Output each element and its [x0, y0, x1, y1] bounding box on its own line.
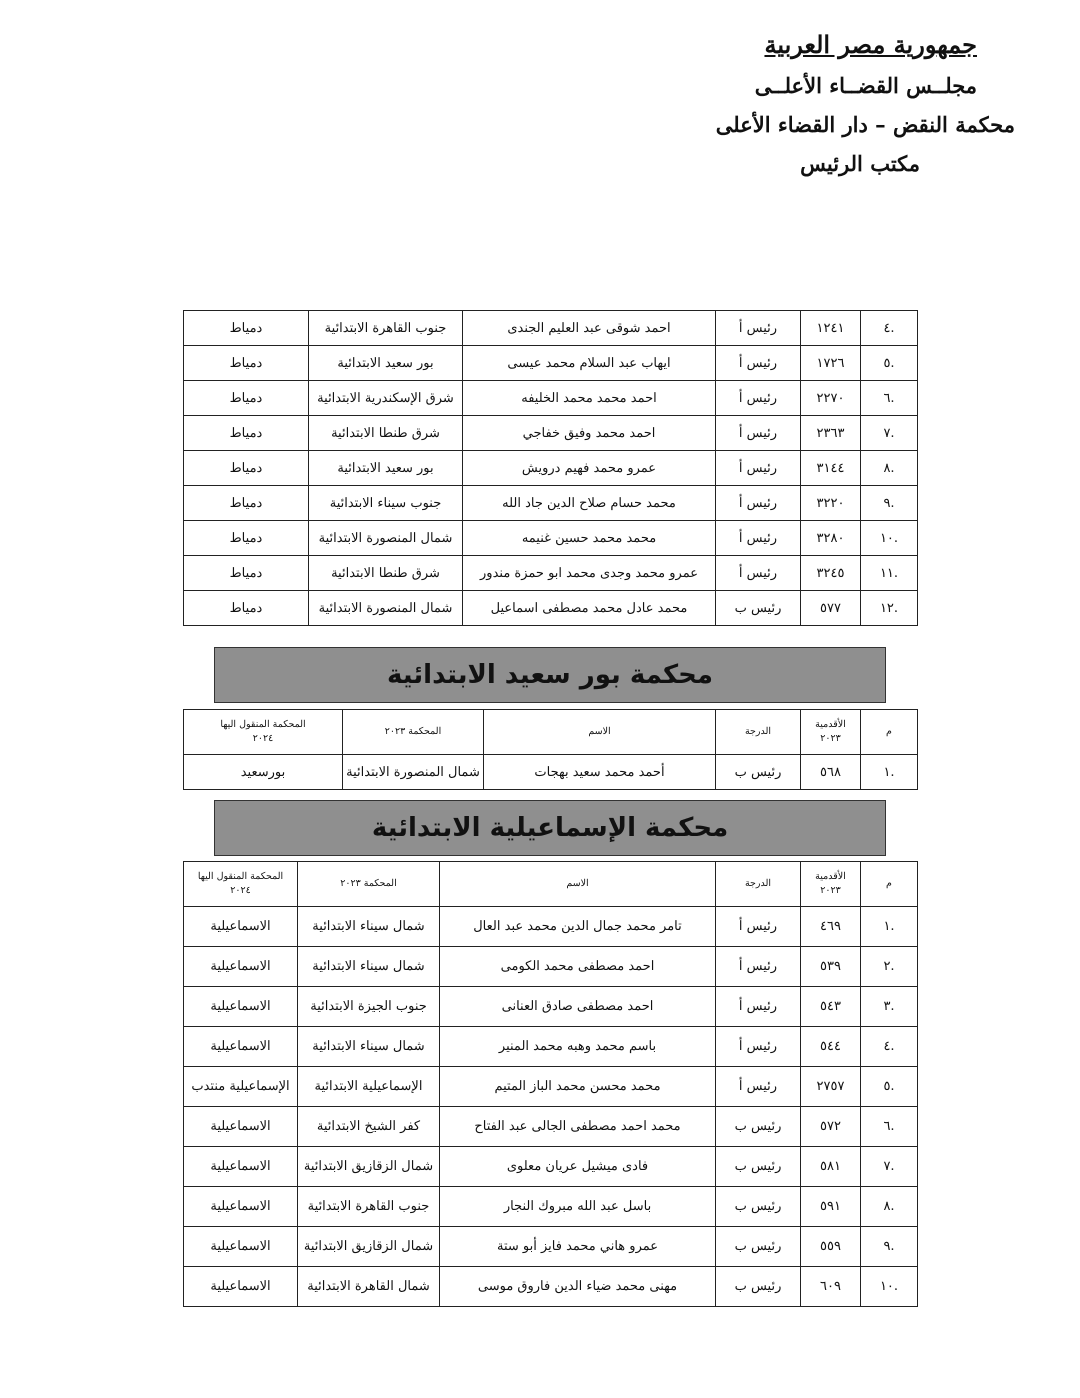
court-2024-cell: الاسماعيلية	[184, 1227, 298, 1267]
grade-cell: رئيس أ	[716, 907, 801, 947]
court-2024-cell: الاسماعيلية	[184, 987, 298, 1027]
seniority-cell: ٣٢٨٠	[801, 521, 861, 556]
name-cell: احمد محمد محمد الخليفه	[463, 381, 716, 416]
row-number-cell: .١١	[861, 556, 918, 591]
letterhead-council: مجلــس القضــاء الأعلــى	[754, 73, 977, 98]
row-number-cell: .٧	[861, 416, 918, 451]
seniority-cell: ١٢٤١	[801, 311, 861, 346]
court-2023-cell: جنوب القاهرة الابتدائية	[298, 1187, 440, 1227]
seniority-cell: ٣١٤٤	[801, 451, 861, 486]
letterhead-court: محكمة النقض – دار القضاء الأعلى	[715, 112, 1015, 137]
table-row	[184, 486, 918, 521]
port-said-table-body	[184, 755, 918, 790]
table-row	[184, 416, 918, 451]
table-row	[184, 1027, 918, 1067]
grade-cell: رئيس أ	[716, 1067, 801, 1107]
table-row	[184, 987, 918, 1027]
court-2024-cell: الاسماعيلية	[184, 947, 298, 987]
header-num: م	[861, 862, 918, 907]
header-seniority: الأقدمية ٢٠٢٣	[801, 862, 861, 907]
table-row	[184, 1267, 918, 1307]
court-2024-cell: دمياط	[184, 311, 309, 346]
seniority-cell: ١٧٢٦	[801, 346, 861, 381]
seniority-cell: ٥٦٨	[801, 755, 861, 790]
name-cell: محمد محمد حسين غنيمه	[463, 521, 716, 556]
row-number-cell: .٨	[861, 451, 918, 486]
court-2023-cell: شرق طنطا الابتدائية	[309, 556, 463, 591]
name-cell: باسل عبد الله مبروك النجار	[440, 1187, 716, 1227]
seniority-cell: ٥٥٩	[801, 1227, 861, 1267]
grade-cell: رئيس أ	[716, 451, 801, 486]
name-cell: احمد مصطفى محمد الكومى	[440, 947, 716, 987]
table-row	[184, 556, 918, 591]
court-2023-cell: شمال المنصورة الابتدائية	[309, 591, 463, 626]
table-row	[184, 346, 918, 381]
grade-cell: رئيس أ	[716, 346, 801, 381]
name-cell: احمد شوقى عبد العليم الجندى	[463, 311, 716, 346]
row-number-cell: .٤	[861, 1027, 918, 1067]
letterhead	[595, 30, 1015, 190]
table-row	[184, 521, 918, 556]
court-2023-cell: شمال المنصورة الابتدائية	[343, 755, 484, 790]
seniority-cell: ٢٧٥٧	[801, 1067, 861, 1107]
grade-cell: رئيس أ	[716, 381, 801, 416]
grade-cell: رئيس أ	[716, 486, 801, 521]
row-number-cell: .٣	[861, 987, 918, 1027]
court-2024-cell: الإسماعيلية منتدب	[184, 1067, 298, 1107]
table-row	[184, 1107, 918, 1147]
court-2024-cell: الاسماعيلية	[184, 1027, 298, 1067]
row-number-cell: .٥	[861, 1067, 918, 1107]
grade-cell: رئيس ب	[716, 1147, 801, 1187]
name-cell: باسم محمد وهبه محمد المنير	[440, 1027, 716, 1067]
seniority-cell: ٥٧٧	[801, 591, 861, 626]
court-2024-cell: دمياط	[184, 346, 309, 381]
grade-cell: رئيس ب	[716, 591, 801, 626]
name-cell: تامر محمد جمال الدين محمد عبد العال	[440, 907, 716, 947]
court-2024-cell: دمياط	[184, 591, 309, 626]
court-2023-cell: جنوب الجيزة الابتدائية	[298, 987, 440, 1027]
name-cell: ايهاب عبد السلام محمد عيسى	[463, 346, 716, 381]
table-row	[184, 381, 918, 416]
header-court-2023: المحكمة ٢٠٢٣	[298, 862, 440, 907]
court-2023-cell: شرق طنطا الابتدائية	[309, 416, 463, 451]
ismailia-table-body	[184, 907, 918, 1307]
table-row	[184, 947, 918, 987]
grade-cell: رئيس ب	[716, 1267, 801, 1307]
name-cell: عمرو محمد وجدى محمد ابو حمزة مندور	[463, 556, 716, 591]
court-2023-cell: جنوب القاهرة الابتدائية	[309, 311, 463, 346]
row-number-cell: .٤	[861, 311, 918, 346]
court-2024-cell: بورسعيد	[184, 755, 343, 790]
name-cell: عمرو محمد فهيم درويش	[463, 451, 716, 486]
seniority-cell: ٢٣٦٣	[801, 416, 861, 451]
row-number-cell: .٧	[861, 1147, 918, 1187]
header-seniority: الأقدمية ٢٠٢٣	[801, 710, 861, 755]
seniority-cell: ٣٢٢٠	[801, 486, 861, 521]
row-number-cell: .١	[861, 907, 918, 947]
name-cell: محمد عادل محمد مصطفى اسماعيل	[463, 591, 716, 626]
header-court-2023: المحكمة ٢٠٢٣	[343, 710, 484, 755]
court-2023-cell: كفر الشيخ الابتدائية	[298, 1107, 440, 1147]
header-grade: الدرجة	[716, 862, 801, 907]
seniority-cell: ٣٢٤٥	[801, 556, 861, 591]
grade-cell: رئيس ب	[716, 1227, 801, 1267]
court-2024-cell: الاسماعيلية	[184, 1187, 298, 1227]
row-number-cell: .٦	[861, 1107, 918, 1147]
seniority-cell: ٢٢٧٠	[801, 381, 861, 416]
court-2023-cell: شرق الإسكندرية الابتدائية	[309, 381, 463, 416]
court-2024-cell: الاسماعيلية	[184, 1107, 298, 1147]
table-row	[184, 1067, 918, 1107]
grade-cell: رئيس أ	[716, 521, 801, 556]
court-2024-cell: دمياط	[184, 416, 309, 451]
header-grade: الدرجة	[716, 710, 801, 755]
header-name: الاسم	[484, 710, 716, 755]
court-2023-cell: شمال الزقازيق الابتدائية	[298, 1147, 440, 1187]
grade-cell: رئيس ب	[716, 1187, 801, 1227]
court-2024-cell: الاسماعيلية	[184, 907, 298, 947]
court-2023-cell: بور سعيد الابتدائية	[309, 451, 463, 486]
name-cell: أحمد محمد سعيد بهجات	[484, 755, 716, 790]
court-2024-cell: دمياط	[184, 381, 309, 416]
table-row	[184, 1227, 918, 1267]
name-cell: احمد محمد وفيق خفاجي	[463, 416, 716, 451]
court-2023-cell: شمال سيناء الابتدائية	[298, 947, 440, 987]
name-cell: محمد محسن محمد الباز المتيم	[440, 1067, 716, 1107]
grade-cell: رئيس ب	[716, 755, 801, 790]
table-row	[184, 1187, 918, 1227]
table-row	[184, 1147, 918, 1187]
table-row	[184, 591, 918, 626]
seniority-cell: ٤٦٩	[801, 907, 861, 947]
header-court-2024: المحكمة المنقول اليها ٢٠٢٤	[184, 710, 343, 755]
table-row	[184, 451, 918, 486]
section-title-ismailia: محكمة الإسماعيلية الابتدائية	[214, 800, 886, 856]
header-num: م	[861, 710, 918, 755]
court-2024-cell: دمياط	[184, 521, 309, 556]
row-number-cell: .١	[861, 755, 918, 790]
grade-cell: رئيس ب	[716, 1107, 801, 1147]
name-cell: احمد مصطفى صادق العنانى	[440, 987, 716, 1027]
damietta-transfer-table	[183, 310, 918, 626]
name-cell: مهنى محمد ضياء الدين فاروق موسى	[440, 1267, 716, 1307]
seniority-cell: ٥٩١	[801, 1187, 861, 1227]
row-number-cell: .٩	[861, 486, 918, 521]
name-cell: عمرو هاني محمد فايز أبو ستة	[440, 1227, 716, 1267]
court-2024-cell: الاسماعيلية	[184, 1147, 298, 1187]
court-2024-cell: دمياط	[184, 486, 309, 521]
seniority-cell: ٥٨١	[801, 1147, 861, 1187]
grade-cell: رئيس أ	[716, 311, 801, 346]
ismailia-table	[183, 861, 918, 1307]
name-cell: فادى ميشيل عريان معلوى	[440, 1147, 716, 1187]
seniority-cell: ٥٣٩	[801, 947, 861, 987]
court-2023-cell: شمال الزقازيق الابتدائية	[298, 1227, 440, 1267]
row-number-cell: .٢	[861, 947, 918, 987]
court-2023-cell: شمال المنصورة الابتدائية	[309, 521, 463, 556]
table-row	[184, 311, 918, 346]
name-cell: محمد حسام صلاح الدين جاد الله	[463, 486, 716, 521]
grade-cell: رئيس أ	[716, 987, 801, 1027]
court-2024-cell: الاسماعيلية	[184, 1267, 298, 1307]
row-number-cell: .٨	[861, 1187, 918, 1227]
seniority-cell: ٥٤٤	[801, 1027, 861, 1067]
name-cell: محمد احمد مصطفى الجالى عبد الفتاح	[440, 1107, 716, 1147]
court-2023-cell: شمال القاهرة الابتدائية	[298, 1267, 440, 1307]
court-2024-cell: دمياط	[184, 451, 309, 486]
table-header-row	[184, 862, 918, 907]
court-2024-cell: دمياط	[184, 556, 309, 591]
header-court-2024: المحكمة المنقول اليها ٢٠٢٤	[184, 862, 298, 907]
seniority-cell: ٦٠٩	[801, 1267, 861, 1307]
court-2023-cell: بور سعيد الابتدائية	[309, 346, 463, 381]
row-number-cell: .١٠	[861, 521, 918, 556]
port-said-table	[183, 709, 918, 790]
table-header-row	[184, 710, 918, 755]
grade-cell: رئيس أ	[716, 1027, 801, 1067]
court-2023-cell: جنوب سيناء الابتدائية	[309, 486, 463, 521]
row-number-cell: .٦	[861, 381, 918, 416]
letterhead-office: مكتب الرئيس	[800, 151, 920, 176]
grade-cell: رئيس أ	[716, 947, 801, 987]
court-2023-cell: شمال سيناء الابتدائية	[298, 907, 440, 947]
row-number-cell: .١٢	[861, 591, 918, 626]
row-number-cell: .١٠	[861, 1267, 918, 1307]
court-2023-cell: شمال سيناء الابتدائية	[298, 1027, 440, 1067]
header-name: الاسم	[440, 862, 716, 907]
table-row	[184, 755, 918, 790]
table-row	[184, 907, 918, 947]
row-number-cell: .٥	[861, 346, 918, 381]
seniority-cell: ٥٧٢	[801, 1107, 861, 1147]
seniority-cell: ٥٤٣	[801, 987, 861, 1027]
letterhead-country: جمهورية مصر العربية	[764, 30, 977, 59]
grade-cell: رئيس أ	[716, 416, 801, 451]
grade-cell: رئيس أ	[716, 556, 801, 591]
row-number-cell: .٩	[861, 1227, 918, 1267]
court-2023-cell: الإسماعيلية الابتدائية	[298, 1067, 440, 1107]
section-title-port-said: محكمة بور سعيد الابتدائية	[214, 647, 886, 703]
damietta-table-body	[184, 311, 918, 626]
